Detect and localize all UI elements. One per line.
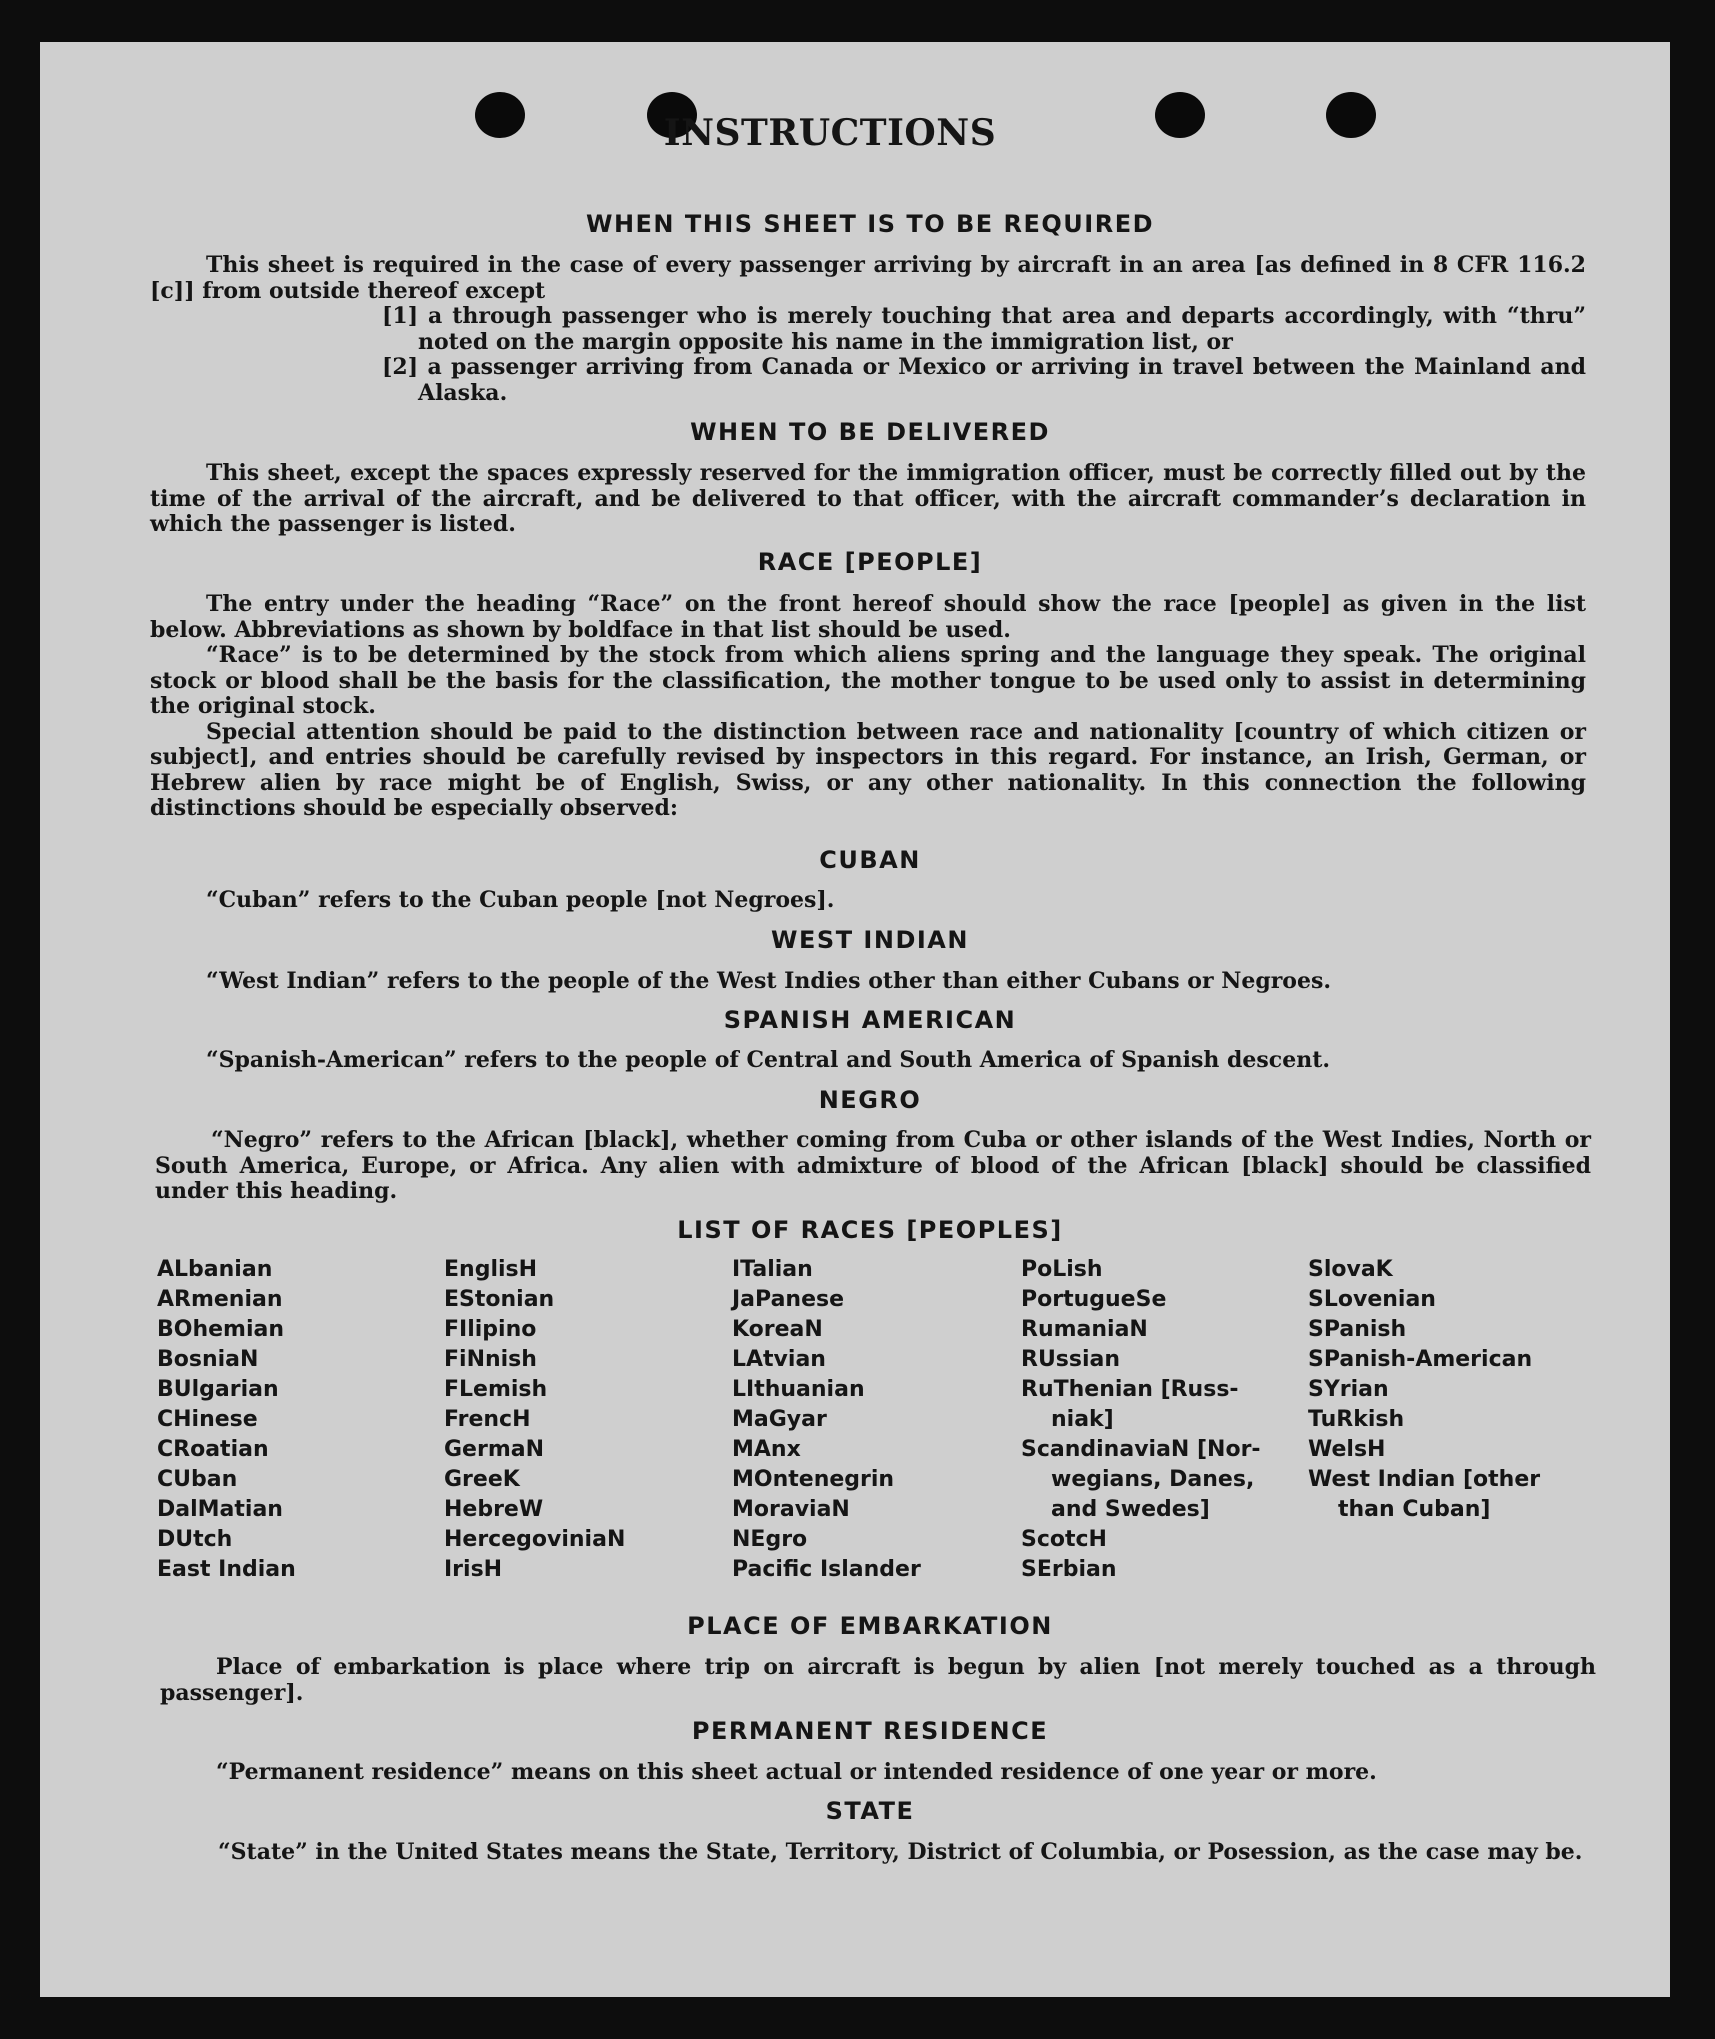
section-state bbox=[162, 1840, 1598, 1866]
heading-required: WHEN THIS SHEET IS TO BE REQUIRED bbox=[585, 210, 1155, 238]
race-item: wegians, Danes, bbox=[1051, 1467, 1255, 1492]
residence-text: “Permanent residence” means on this sheet actual or intended residence of one year or more. bbox=[216, 1759, 1377, 1785]
race-item: ALbanian bbox=[157, 1257, 273, 1282]
race-paragraph-3: Special attention should be paid to the distinction between race and nationality [country of which citizen or subject], and entries should be carefully revised by inspectors in this regard. For instance, an Irish, German, or Hebrew alien by race might be of English, Swiss, or any other nationality. In this connection the following distinctions should be especially observed: bbox=[150, 718, 1586, 821]
race-item: FLemish bbox=[444, 1377, 548, 1402]
race-item: SYrian bbox=[1308, 1377, 1389, 1402]
race-item: Pacific Islander bbox=[732, 1557, 921, 1582]
race-paragraph-2: “Race” is to be determined by the stock from which aliens spring and the language they speak. The original stock or blood shall be the basis for the classification, the mother tongue to be used only to assist in determining the original stock. bbox=[150, 642, 1586, 719]
required-intro: This sheet is required in the case of every passenger arriving by aircraft in an area [as defined in 8 CFR 116.2 [c]] from outside thereof except bbox=[150, 252, 1586, 304]
section-delivered bbox=[150, 461, 1586, 538]
section-required bbox=[150, 253, 1586, 406]
race-item: FrencH bbox=[444, 1407, 531, 1432]
section-west-indian bbox=[150, 969, 1586, 995]
race-item: PortugueSe bbox=[1021, 1287, 1167, 1312]
required-item-1: [1] a through passenger who is merely touching that area and departs accordingly, with “thru” noted on the margin opposite his name in the immigration list, or bbox=[382, 303, 1586, 355]
race-item: MoraviaN bbox=[732, 1497, 850, 1522]
race-item: PoLish bbox=[1021, 1257, 1103, 1282]
section-residence bbox=[160, 1760, 1596, 1786]
race-item: WelsH bbox=[1308, 1437, 1386, 1462]
race-item: JaPanese bbox=[732, 1287, 845, 1312]
races-column-4 bbox=[1021, 1255, 1261, 1585]
race-item: West Indian [other bbox=[1308, 1467, 1541, 1492]
race-item: DUtch bbox=[157, 1527, 233, 1552]
race-item: ScotcH bbox=[1021, 1527, 1107, 1552]
section-spanish-american bbox=[150, 1048, 1586, 1074]
race-item: SErbian bbox=[1021, 1557, 1117, 1582]
west-indian-text: “West Indian” refers to the people of the West Indies other than either Cubans or Negroes. bbox=[206, 968, 1332, 994]
required-item-2: [2] a passenger arriving from Canada or Mexico or arriving in travel between the Mainland and Alaska. bbox=[382, 354, 1586, 406]
race-item: BUlgarian bbox=[157, 1377, 279, 1402]
spanish-american-text: “Spanish-American” refers to the people of Central and South America of Spanish descent. bbox=[206, 1047, 1331, 1073]
race-item: SLovenian bbox=[1308, 1287, 1436, 1312]
heading-west-indian: WEST INDIAN bbox=[771, 926, 969, 954]
races-column-5 bbox=[1308, 1255, 1540, 1525]
race-item: CHinese bbox=[157, 1407, 258, 1432]
race-item: RUssian bbox=[1021, 1347, 1121, 1372]
race-item: ScandinaviaN [Nor- bbox=[1021, 1437, 1261, 1462]
race-item: NEgro bbox=[732, 1527, 808, 1552]
race-paragraph-1: The entry under the heading “Race” on the front hereof should show the race [people] as given in the list below. Abbreviations as shown by boldface in that list should be used. bbox=[150, 591, 1586, 643]
heading-negro: NEGRO bbox=[818, 1086, 922, 1114]
race-item: ARmenian bbox=[157, 1287, 283, 1312]
race-item: GreeK bbox=[444, 1467, 520, 1492]
heading-embarkation: PLACE OF EMBARKATION bbox=[687, 1612, 1053, 1640]
race-item: RuThenian [Russ- bbox=[1021, 1377, 1239, 1402]
delivered-text: This sheet, except the spaces expressly reserved for the immigration officer, must be correctly filled out by the time of the arrival of the aircraft, and be delivered to that officer, with the aircraft commander’s declaration in which the passenger is listed. bbox=[150, 460, 1586, 537]
state-text: “State” in the United States means the State, Territory, District of Columbia, or Posession, as the case may be. bbox=[218, 1839, 1583, 1865]
section-cuban bbox=[150, 888, 1586, 914]
section-negro bbox=[155, 1128, 1591, 1205]
race-item: HebreW bbox=[444, 1497, 544, 1522]
race-item: niak] bbox=[1051, 1407, 1114, 1432]
race-item: FIlipino bbox=[444, 1317, 537, 1342]
embarkation-text: Place of embarkation is place where trip on aircraft is begun by alien [not merely touched as a through passenger]. bbox=[160, 1654, 1596, 1706]
heading-spanish-american: SPANISH AMERICAN bbox=[723, 1006, 1017, 1034]
race-item: MOntenegrin bbox=[732, 1467, 895, 1492]
race-item: EStonian bbox=[444, 1287, 555, 1312]
negro-text: “Negro” refers to the African [black], whether coming from Cuba or other islands of the West Indies, North or South America, Europe, or Africa. Any alien with admixture of blood of the African [black] should be classified under this heading. bbox=[155, 1127, 1591, 1204]
heading-delivered: WHEN TO BE DELIVERED bbox=[690, 418, 1050, 446]
race-item: RumaniaN bbox=[1021, 1317, 1148, 1342]
race-item: SlovaK bbox=[1308, 1257, 1393, 1282]
race-item: and Swedes] bbox=[1051, 1497, 1210, 1522]
race-item: LAtvian bbox=[732, 1347, 826, 1372]
race-item: EnglisH bbox=[444, 1257, 538, 1282]
race-item: BOhemian bbox=[157, 1317, 285, 1342]
race-item: East Indian bbox=[157, 1557, 296, 1582]
heading-state: STATE bbox=[825, 1797, 915, 1825]
page-title: INSTRUCTIONS bbox=[663, 112, 997, 154]
race-item: GermaN bbox=[444, 1437, 545, 1462]
race-item: SPanish bbox=[1308, 1317, 1407, 1342]
section-embarkation bbox=[160, 1655, 1596, 1706]
section-race bbox=[150, 592, 1586, 822]
heading-list-of-races: LIST OF RACES [PEOPLES] bbox=[677, 1216, 1063, 1244]
race-item: CRoatian bbox=[157, 1437, 269, 1462]
race-item: SPanish-American bbox=[1308, 1347, 1533, 1372]
race-item: DalMatian bbox=[157, 1497, 283, 1522]
heading-cuban: CUBAN bbox=[819, 846, 921, 874]
heading-residence: PERMANENT RESIDENCE bbox=[691, 1717, 1049, 1745]
race-item: BosniaN bbox=[157, 1347, 259, 1372]
cuban-text: “Cuban” refers to the Cuban people [not Negroes]. bbox=[206, 887, 835, 913]
race-item: FiNnish bbox=[444, 1347, 537, 1372]
race-item: HercegoviniaN bbox=[444, 1527, 626, 1552]
race-item: TuRkish bbox=[1308, 1407, 1405, 1432]
races-column-3 bbox=[732, 1255, 921, 1585]
race-item: than Cuban] bbox=[1338, 1497, 1491, 1522]
race-item: MAnx bbox=[732, 1437, 801, 1462]
race-item: MaGyar bbox=[732, 1407, 827, 1432]
race-item: KoreaN bbox=[732, 1317, 823, 1342]
heading-race: RACE [PEOPLE] bbox=[757, 548, 983, 576]
race-item: IrisH bbox=[444, 1557, 503, 1582]
race-item: LIthuanian bbox=[732, 1377, 865, 1402]
race-item: ITalian bbox=[732, 1257, 813, 1282]
races-column-1 bbox=[157, 1255, 296, 1585]
races-column-2 bbox=[444, 1255, 625, 1585]
race-item: CUban bbox=[157, 1467, 238, 1492]
